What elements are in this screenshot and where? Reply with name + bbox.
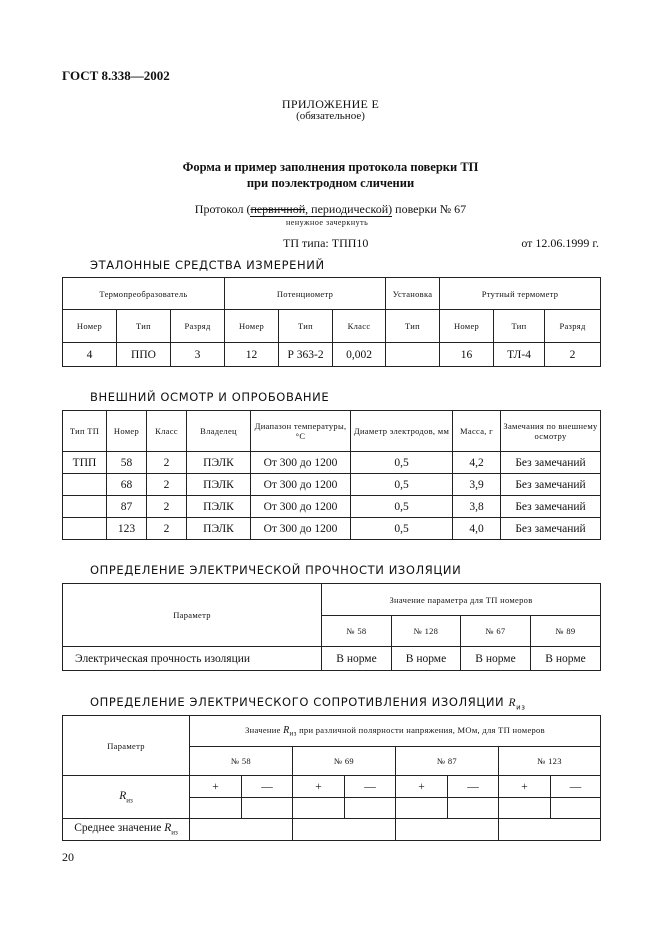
column-header: Диапазон температуры, °С <box>251 411 351 452</box>
table-cell: 2 <box>147 496 187 518</box>
table-cell: 2 <box>147 518 187 540</box>
form-title-line2: при поэлектродном сличении <box>246 176 415 190</box>
protocol-struck-option: первичной <box>250 202 306 216</box>
value-header-post: при различной полярности напряжения, МОм, для ТП номеров <box>296 724 545 735</box>
polarity-plus: + <box>293 776 345 798</box>
resistance-symbol: R <box>283 724 290 736</box>
resistance-subscript: из <box>126 796 133 805</box>
column-header: Разряд <box>545 310 601 343</box>
insulation-strength-table <box>62 583 601 671</box>
table-cell: В норме <box>392 647 461 671</box>
table-cell: 3 <box>171 343 225 367</box>
column-header: Номер <box>63 310 117 343</box>
column-header: Номер <box>440 310 494 343</box>
section4-title <box>90 695 526 711</box>
protocol-note: ненужное зачеркнуть <box>286 218 369 227</box>
table-cell: 12 <box>225 343 279 367</box>
polarity-minus: — <box>448 776 499 798</box>
table-cell: Без замечаний <box>501 518 601 540</box>
tp-number-header: № 67 <box>461 616 531 647</box>
table-cell: В норме <box>461 647 531 671</box>
table-cell: 3,9 <box>453 474 501 496</box>
table-cell: От 300 до 1200 <box>251 474 351 496</box>
table-cell: 0,5 <box>351 496 453 518</box>
value-header-pre: Значение <box>245 724 284 735</box>
table-cell: Без замечаний <box>501 474 601 496</box>
tp-number-header: № 58 <box>190 747 293 776</box>
value-header <box>190 716 601 747</box>
table-cell: Р 363-2 <box>279 343 333 367</box>
table-cell: 123 <box>107 518 147 540</box>
appendix-subtitle: (обязательное) <box>296 110 365 122</box>
column-header: Класс <box>147 411 187 452</box>
table-cell: ПЭЛК <box>187 452 251 474</box>
table-cell: От 300 до 1200 <box>251 496 351 518</box>
table-cell: ТПП <box>63 452 107 474</box>
average-row-label <box>63 819 190 841</box>
table-cell: 68 <box>107 474 147 496</box>
table-cell <box>63 518 107 540</box>
group-header-thermoconverter: Термопреобразователь <box>63 278 225 310</box>
tp-number-header: № 123 <box>499 747 601 776</box>
resistance-row-label <box>63 776 190 819</box>
table-cell: ПЭЛК <box>187 518 251 540</box>
appendix-title: ПРИЛОЖЕНИЕ Е <box>281 97 380 111</box>
table-cell: От 300 до 1200 <box>251 518 351 540</box>
table-row <box>63 647 601 671</box>
external-inspection-table <box>62 410 601 540</box>
column-header: Владелец <box>187 411 251 452</box>
polarity-minus: — <box>345 776 396 798</box>
resistance-subscript: из <box>516 703 526 712</box>
table-cell <box>63 474 107 496</box>
empty-cell <box>551 798 601 819</box>
column-header: Тип ТП <box>63 411 107 452</box>
empty-cell <box>345 798 396 819</box>
group-header-installation: Установка <box>386 278 440 310</box>
page-number: 20 <box>62 850 74 864</box>
empty-cell <box>499 819 601 841</box>
table-cell: 2 <box>147 474 187 496</box>
section2-title: ВНЕШНИЙ ОСМОТР И ОПРОБОВАНИЕ <box>90 390 330 404</box>
table-cell: 16 <box>440 343 494 367</box>
column-header: Разряд <box>171 310 225 343</box>
tp-number-header: № 128 <box>392 616 461 647</box>
table-cell: 0,5 <box>351 518 453 540</box>
insulation-resistance-table <box>62 715 601 841</box>
tp-number-header: № 69 <box>293 747 396 776</box>
table-cell: 2 <box>147 452 187 474</box>
table-cell: В норме <box>531 647 601 671</box>
table-row <box>63 496 601 518</box>
tp-number-header: № 58 <box>322 616 392 647</box>
protocol-line <box>0 202 661 217</box>
column-header: Замечания по внешнему осмотру <box>501 411 601 452</box>
row-label: Электрическая прочность изоляции <box>63 647 322 671</box>
column-header: Номер <box>107 411 147 452</box>
empty-cell <box>396 819 499 841</box>
column-header: Тип <box>117 310 171 343</box>
table-cell: Без замечаний <box>501 496 601 518</box>
section1-title: ЭТАЛОННЫЕ СРЕДСТВА ИЗМЕРЕНИЙ <box>90 258 325 272</box>
polarity-plus: + <box>190 776 242 798</box>
average-label-text: Среднее значение <box>74 822 165 835</box>
polarity-plus: + <box>499 776 551 798</box>
empty-cell <box>499 798 551 819</box>
empty-cell <box>190 819 293 841</box>
value-header: Значение параметра для ТП номеров <box>322 584 601 616</box>
table-row <box>63 343 601 367</box>
empty-cell <box>293 819 396 841</box>
table-cell: 58 <box>107 452 147 474</box>
resistance-symbol: R <box>164 822 172 835</box>
table-row <box>63 518 601 540</box>
resistance-subscript: из <box>289 729 297 738</box>
parameter-header: Параметр <box>63 584 322 647</box>
reference-instruments-table <box>62 277 601 367</box>
protocol-date: от 12.06.1999 г. <box>521 236 599 250</box>
protocol-suffix: поверки № 67 <box>392 202 467 216</box>
resistance-subscript: из <box>171 828 178 837</box>
table-row <box>63 474 601 496</box>
polarity-plus: + <box>396 776 448 798</box>
form-title-line1: Форма и пример заполнения протокола поверки ТП <box>182 160 479 174</box>
empty-cell <box>396 798 448 819</box>
empty-cell <box>293 798 345 819</box>
tp-type: ТП типа: ТПП10 <box>283 236 369 250</box>
table-cell: 4,2 <box>453 452 501 474</box>
table-cell: 4,0 <box>453 518 501 540</box>
table-cell: 0,5 <box>351 452 453 474</box>
empty-cell <box>448 798 499 819</box>
section3-title: ОПРЕДЕЛЕНИЕ ЭЛЕКТРИЧЕСКОЙ ПРОЧНОСТИ ИЗОЛЯЦИИ <box>90 563 462 577</box>
parameter-header: Параметр <box>63 716 190 776</box>
table-row <box>63 452 601 474</box>
column-header: Номер <box>225 310 279 343</box>
column-header: Тип <box>494 310 545 343</box>
table-cell: От 300 до 1200 <box>251 452 351 474</box>
table-cell: 2 <box>545 343 601 367</box>
resistance-symbol: R <box>508 697 517 709</box>
protocol-middle: , периодической) <box>305 202 393 216</box>
table-cell: Без замечаний <box>501 452 601 474</box>
resistance-symbol: R <box>119 789 127 802</box>
column-header: Тип <box>279 310 333 343</box>
table-cell: 4 <box>63 343 117 367</box>
protocol-options <box>250 202 392 217</box>
group-header-thermometer: Ртутный термометр <box>440 278 601 310</box>
table-cell: 3,8 <box>453 496 501 518</box>
empty-cell <box>190 798 242 819</box>
table-cell: ПЭЛК <box>187 496 251 518</box>
column-header: Класс <box>333 310 386 343</box>
column-header: Диаметр электродов, мм <box>351 411 453 452</box>
column-header: Масса, г <box>453 411 501 452</box>
table-cell: ПЭЛК <box>187 474 251 496</box>
table-cell: ППО <box>117 343 171 367</box>
tp-number-header: № 87 <box>396 747 499 776</box>
empty-cell <box>242 798 293 819</box>
table-cell: ТЛ-4 <box>494 343 545 367</box>
tp-number-header: № 89 <box>531 616 601 647</box>
group-header-potentiometer: Потенциометр <box>225 278 386 310</box>
table-cell <box>63 496 107 518</box>
polarity-minus: — <box>551 776 601 798</box>
protocol-prefix: Протокол ( <box>194 202 251 216</box>
document-code: ГОСТ 8.338—2002 <box>62 68 170 83</box>
table-cell: 0,5 <box>351 474 453 496</box>
table-cell: В норме <box>322 647 392 671</box>
table-cell: 0,002 <box>333 343 386 367</box>
section4-title-text: ОПРЕДЕЛЕНИЕ ЭЛЕКТРИЧЕСКОГО СОПРОТИВЛЕНИЯ ИЗОЛЯЦИИ <box>90 695 505 709</box>
table-row <box>63 819 601 841</box>
table-cell: 87 <box>107 496 147 518</box>
column-header: Тип <box>386 310 440 343</box>
table-cell <box>386 343 440 367</box>
polarity-minus: — <box>242 776 293 798</box>
